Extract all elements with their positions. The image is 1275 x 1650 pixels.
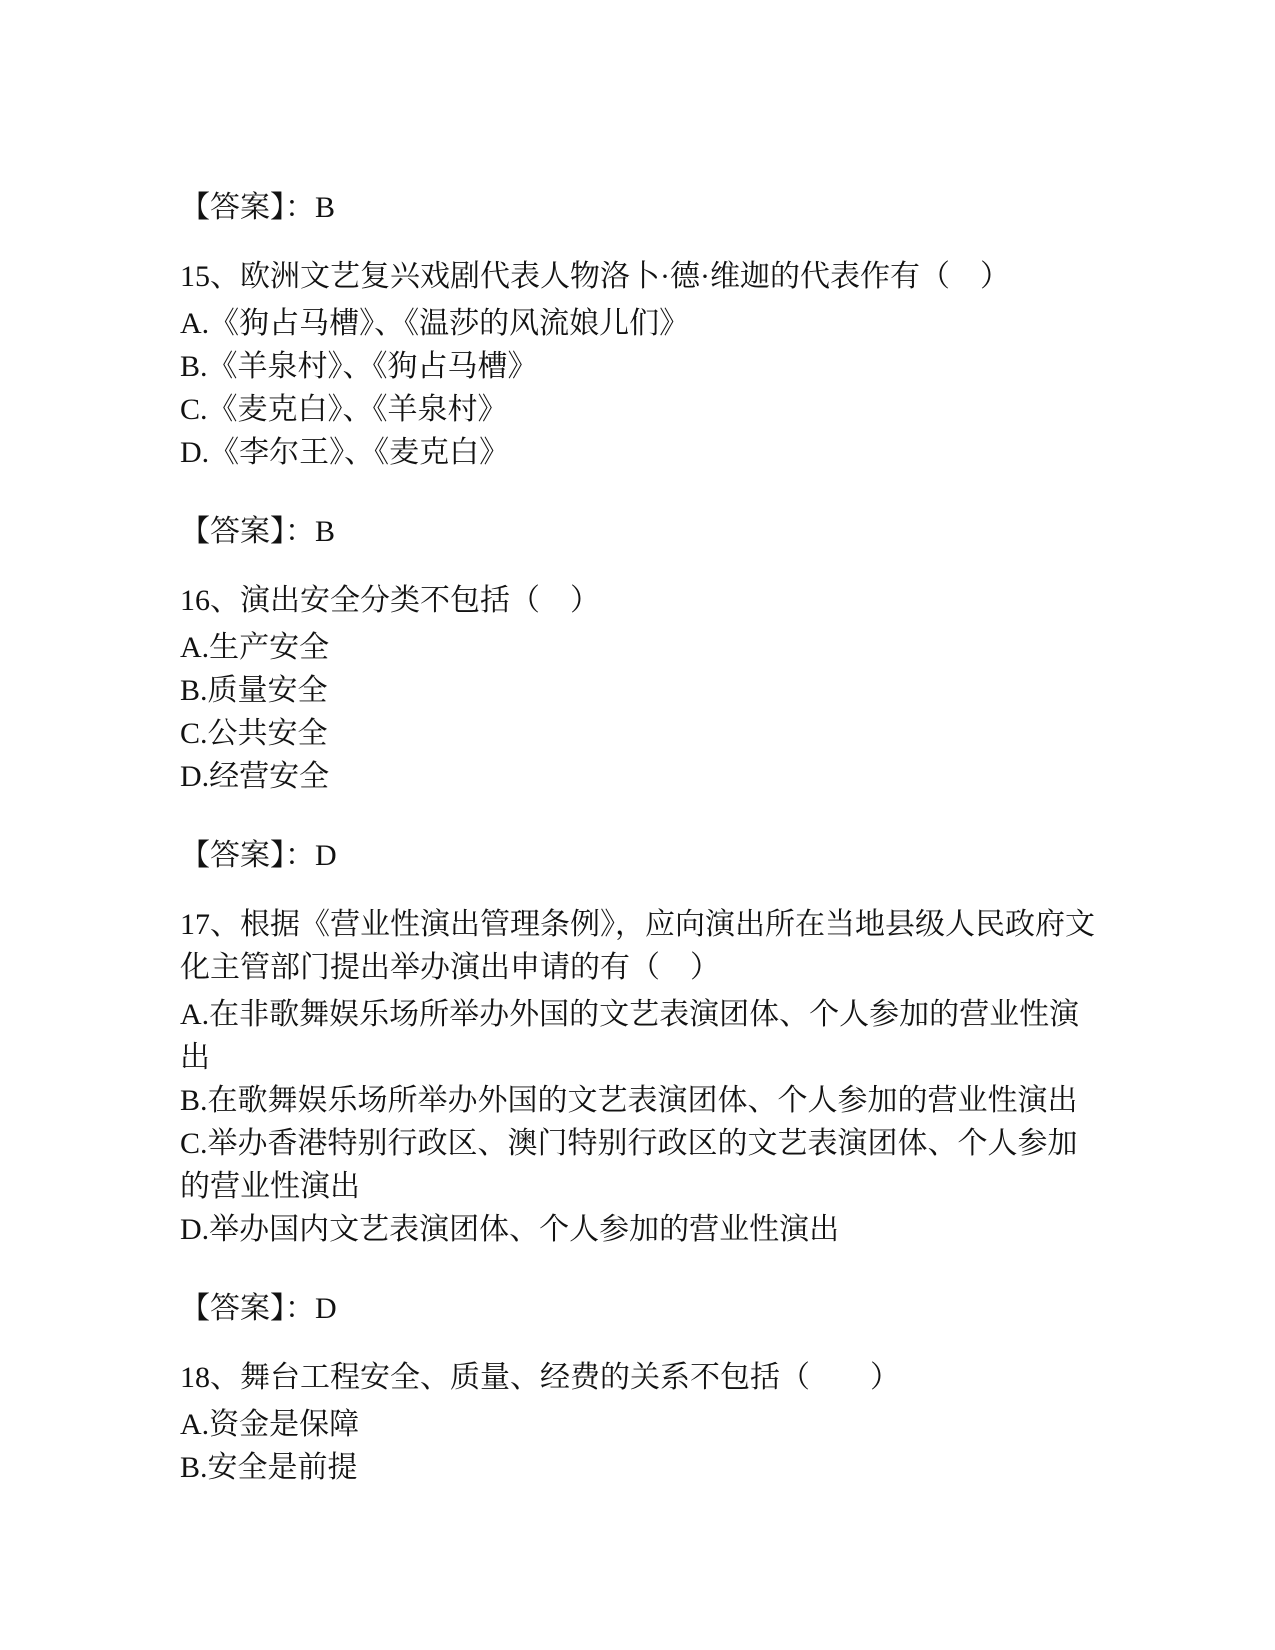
question-18 (180, 1356, 1100, 1489)
question-15-option-c: C.《麦克白》、《羊泉村》 (180, 393, 508, 426)
question-17-option-c: C.举办香港特别行政区、澳门特别行政区的文艺表演团体、个人参加的营业性演出 (180, 1127, 1078, 1203)
question-16-option-a: A.生产安全 (180, 631, 330, 664)
question-15-option-d: D.《李尔王》、《麦克白》 (180, 436, 510, 469)
question-18-option-a: A.资金是保障 (180, 1408, 360, 1441)
question-15-option-a: A.《狗占马槽》、《温莎的风流娘儿们》 (180, 307, 690, 340)
question-17-option-d: D.举办国内文艺表演团体、个人参加的营业性演出 (180, 1213, 840, 1246)
question-17 (180, 903, 1100, 1251)
question-16-option-c: C.公共安全 (180, 717, 328, 750)
answer-line-q14: 【答案】：B (180, 191, 336, 224)
question-15 (180, 255, 1100, 474)
question-16-option-d: D.经营安全 (180, 760, 330, 793)
question-17-option-b: B.在歌舞娱乐场所举办外国的文艺表演团体、个人参加的营业性演出 (180, 1084, 1078, 1117)
question-16-option-b: B.质量安全 (180, 674, 328, 707)
question-17-prompt: 17、根据《营业性演出管理条例》，应向演出所在当地县级人民政府文化主管部门提出举办演出申请的有（ ） (180, 908, 1095, 984)
question-16-prompt: 16、演出安全分类不包括（ ） (180, 584, 600, 617)
question-17-option-a: A.在非歌舞娱乐场所举办外国的文艺表演团体、个人参加的营业性演出 (180, 998, 1080, 1074)
question-16 (180, 579, 1100, 798)
question-15-option-b: B.《羊泉村》、《狗占马槽》 (180, 350, 538, 383)
question-18-option-b: B.安全是前提 (180, 1451, 358, 1484)
question-18-prompt: 18、舞台工程安全、质量、经费的关系不包括（ ） (180, 1361, 900, 1394)
answer-line-q15: 【答案】：B (180, 515, 336, 548)
answer-line-q17: 【答案】：D (180, 1292, 337, 1325)
question-15-prompt: 15、欧洲文艺复兴戏剧代表人物洛卜·德·维迦的代表作有（ ） (180, 260, 1010, 293)
exam-document-page (180, 0, 1100, 1489)
answer-line-q16: 【答案】：D (180, 839, 337, 872)
